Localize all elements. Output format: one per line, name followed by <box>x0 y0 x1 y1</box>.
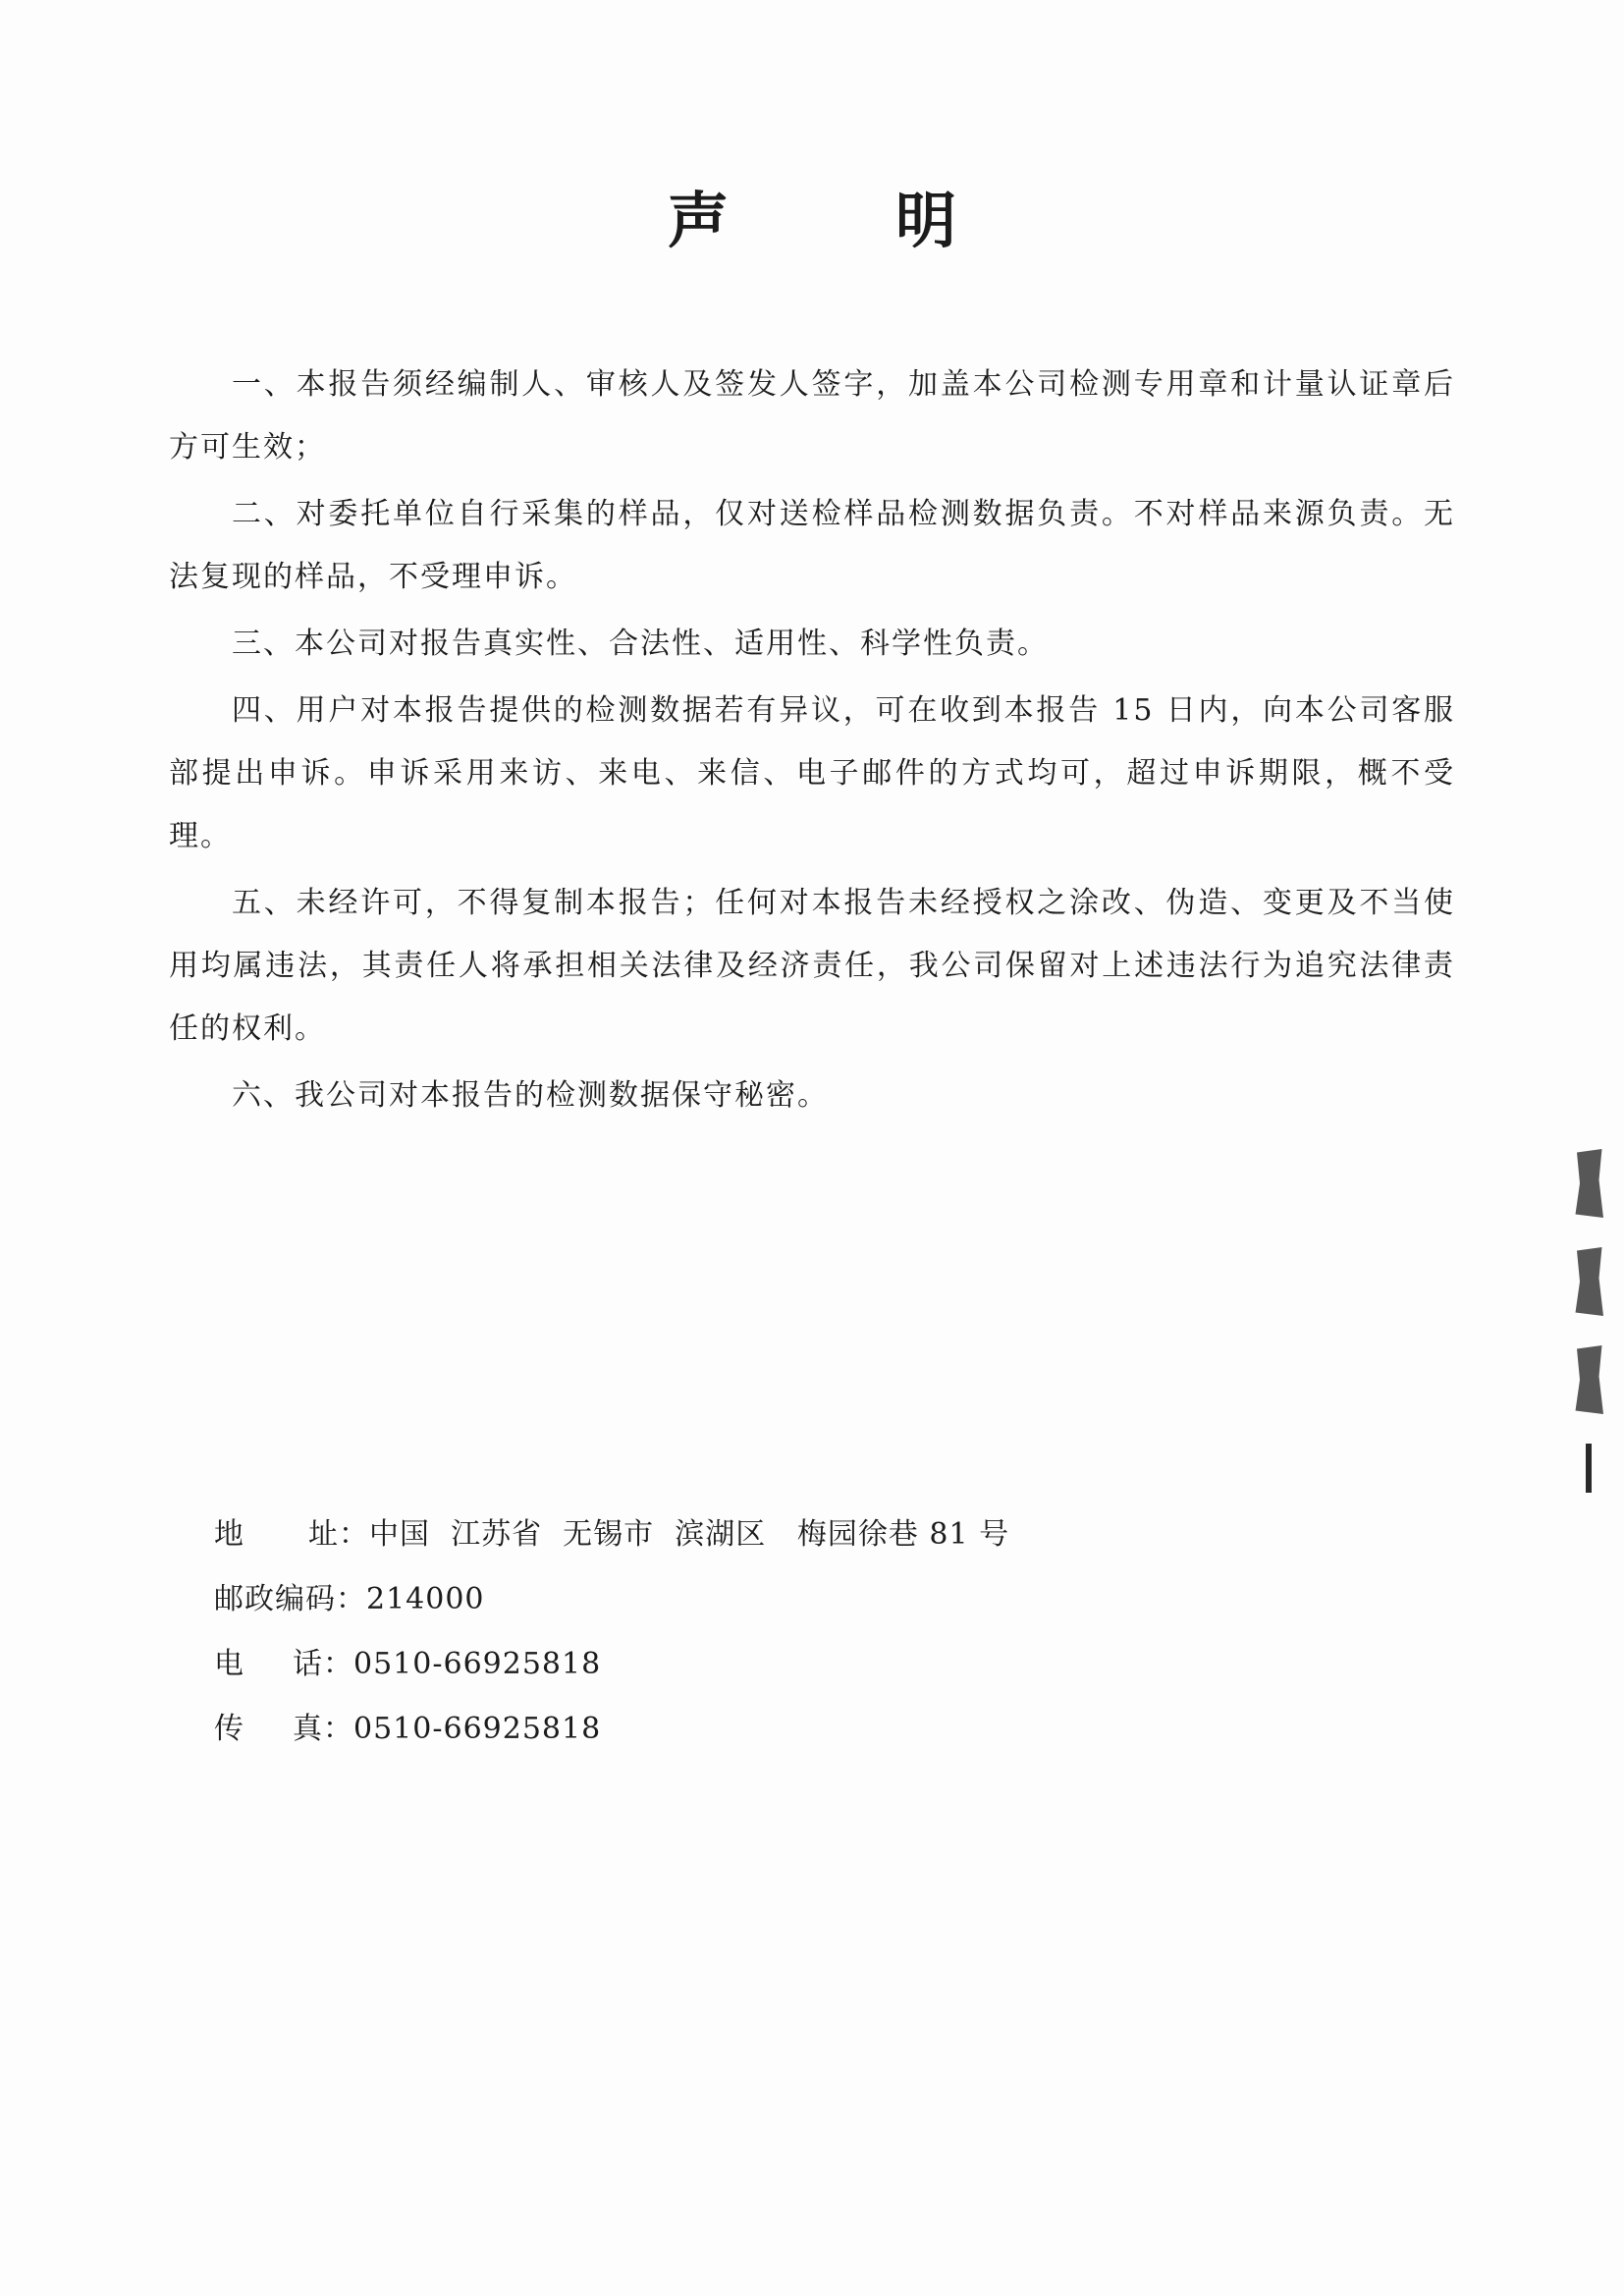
address-row <box>214 1503 1009 1567</box>
address-label-a: 地 <box>214 1517 244 1552</box>
phone-label-b: 话： <box>293 1647 353 1681</box>
fax-label-a: 传 <box>214 1712 244 1746</box>
page-title <box>0 177 1624 265</box>
postcode-label: 邮政编码： <box>214 1582 366 1616</box>
seal-fragment-2 <box>1574 1247 1603 1316</box>
fax-label-b: 真： <box>293 1712 353 1746</box>
fax-value: 0510-66925818 <box>353 1712 602 1746</box>
postcode-row <box>214 1567 1009 1632</box>
statement-item-5: 五、未经许可，不得复制本报告；任何对本报告未经授权之涂改、伪造、变更及不当使用均属违法，其责任人将承担相关法律及经济责任，我公司保留对上述违法行为追究法律责任的权利。 <box>169 886 1455 1046</box>
fax-label <box>214 1697 353 1762</box>
title-char-2: 明 <box>895 185 957 256</box>
statement-item-1: 一、本报告须经编制人、审核人及签发人签字，加盖本公司检测专用章和计量认证章后方可生效； <box>169 367 1455 465</box>
statement-list <box>169 354 1455 1131</box>
postcode-value: 214000 <box>366 1582 485 1616</box>
statement-item-2: 二、对委托单位自行采集的样品，仅对送检样品检测数据负责。不对样品来源负责。无法复现的样品，不受理申诉。 <box>169 497 1455 594</box>
address-value: 中国 江苏省 无锡市 滨湖区 梅园徐巷 81 号 <box>369 1517 1010 1552</box>
phone-row <box>214 1632 1009 1697</box>
seal-fragment-bar <box>1586 1444 1592 1493</box>
statement-item-3: 三、本公司对报告真实性、合法性、适用性、科学性负责。 <box>232 627 1049 661</box>
seal-fragment-3 <box>1574 1345 1603 1414</box>
statement-item-4: 四、用户对本报告提供的检测数据若有异议，可在收到本报告 15 日内，向本公司客服部提出申诉。申诉采用来访、来电、来信、电子邮件的方式均可，超过申诉期限，概不受理。 <box>169 693 1455 853</box>
fax-row <box>214 1697 1009 1762</box>
phone-label-a: 电 <box>214 1647 244 1681</box>
phone-value: 0510-66925818 <box>353 1647 602 1681</box>
address-label <box>214 1503 369 1567</box>
address-label-b: 址： <box>308 1517 369 1552</box>
statement-item-6: 六、我公司对本报告的检测数据保守秘密。 <box>232 1078 829 1113</box>
title-char-1: 声 <box>667 185 729 256</box>
seal-edge-mark <box>1569 1149 1608 1493</box>
seal-fragment-1 <box>1574 1149 1603 1218</box>
phone-label <box>214 1632 353 1697</box>
contact-info <box>214 1503 1009 1762</box>
